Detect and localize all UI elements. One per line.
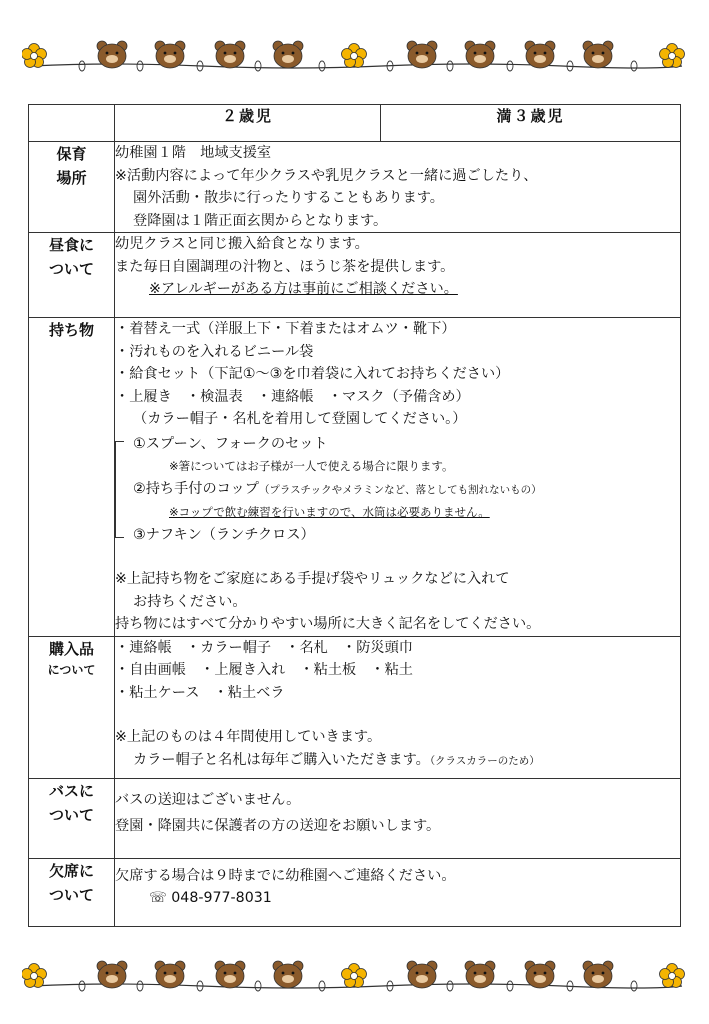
- set-item: ①スプーン、フォークのセット: [133, 435, 328, 452]
- phone-icon: ☏: [149, 890, 172, 906]
- text-line: 登園・降園共に保護者の方の送迎をお願いします。: [115, 817, 441, 834]
- row-label-absence: [29, 858, 115, 926]
- label-line: について: [47, 662, 96, 677]
- list-item: ・給食セット（下記①～③を巾着袋に入れてお持ちください）: [115, 366, 510, 382]
- row-content-lunch: [115, 233, 681, 318]
- set-item: ③ナフキン（ランチクロス）: [133, 526, 315, 543]
- table-row-belongings: [29, 318, 681, 637]
- text-line: お持ちください。: [133, 593, 247, 610]
- table-row-purchase: [29, 636, 681, 778]
- phone-line: [115, 887, 680, 910]
- info-table: [28, 104, 681, 927]
- bracket-decoration: [115, 441, 124, 539]
- list-item: ・連絡帳 ・カラー帽子 ・名札 ・防災頭巾: [115, 639, 413, 656]
- list-item: ・粘土ケース ・粘土ベラ: [115, 684, 285, 701]
- decorative-border-top: [22, 36, 688, 76]
- label-line: 場所: [56, 169, 87, 187]
- label-line: ついて: [48, 885, 94, 904]
- flower-icon: [342, 44, 367, 68]
- allergy-note: ※アレルギーがある方は事前にご相談ください。: [149, 281, 458, 297]
- table-row-lunch: [29, 233, 681, 318]
- text-line: バスの送迎はございません。: [115, 791, 301, 808]
- set-note: ※コップで飲む練習を行いますので、水筒は必要ありません。: [169, 505, 490, 519]
- row-content-location: [115, 142, 681, 233]
- bear-icon: [155, 41, 185, 68]
- table-header-row: [29, 105, 681, 142]
- text-line: 幼児クラスと同じ搬入給食となります。: [115, 236, 369, 252]
- bear-icon: [583, 41, 613, 68]
- text-line: 持ち物にはすべて分かりやすい場所に大きく記名をしてください。: [115, 616, 541, 632]
- bear-icon: [525, 41, 555, 68]
- text-line: 園外活動・散歩に行ったりすることもあります。: [133, 190, 444, 206]
- flower-icon: [22, 44, 47, 68]
- row-content-purchase: [115, 636, 681, 778]
- list-item: ・汚れものを入れるビニール袋: [115, 343, 314, 360]
- lunch-set-group: [115, 433, 680, 547]
- phone-number: 048-977-8031: [171, 890, 272, 906]
- header-age3: 満３歳児: [381, 105, 681, 142]
- row-label-bus: [29, 778, 115, 858]
- bear-icon: [465, 41, 495, 68]
- text-line: [115, 749, 680, 773]
- text-line: ※上記のものは４年間使用していきます。: [115, 729, 382, 745]
- label-line: ついて: [48, 260, 94, 278]
- row-label-purchase: [29, 636, 115, 778]
- label-line: 昼食に: [48, 236, 94, 254]
- label-line: 購入品: [48, 639, 94, 658]
- row-content-belongings: [115, 318, 681, 637]
- label-line: バスに: [48, 781, 94, 800]
- label-line: 欠席に: [48, 861, 94, 880]
- bear-icon: [97, 41, 127, 68]
- decorative-border-bottom: [22, 956, 688, 996]
- bear-icon: [215, 41, 245, 68]
- flower-icon: [660, 44, 685, 68]
- text-line: ※上記持ち物をご家庭にある手提げ袋やリュックなどに入れて: [115, 571, 510, 587]
- set-note: ※箸についてはお子様が一人で使える場合に限ります。: [169, 459, 454, 473]
- row-label-lunch: [29, 233, 115, 318]
- text-line: ※活動内容によって年少クラスや乳児クラスと一緒に過ごしたり、: [115, 167, 538, 184]
- text-line: 登降園は１階正面玄関からとなります。: [133, 212, 388, 229]
- table-row-location: [29, 142, 681, 233]
- text-line: 欠席する場合は９時までに幼稚園へご連絡ください。: [115, 867, 456, 884]
- bear-icon: [407, 41, 437, 68]
- list-item: （カラー帽子・名札を着用して登園してください。）: [133, 411, 467, 427]
- text-line: また毎日自園調理の汁物と、ほうじ茶を提供します。: [115, 258, 455, 275]
- set-note: （プラスチックやメラミンなど、落としても割れないもの）: [258, 483, 542, 496]
- text-span-small: （クラスカラーのため）: [429, 754, 540, 767]
- text-line: 幼稚園１階 地域支援室: [115, 145, 272, 161]
- row-label-location: [29, 142, 115, 233]
- label-line: 保育: [56, 145, 87, 163]
- row-label-belongings: 持ち物: [29, 318, 115, 637]
- row-content-absence: [115, 858, 681, 926]
- header-empty-cell: [29, 105, 115, 142]
- list-item: ・自由画帳 ・上履き入れ ・粘土板 ・粘土: [115, 662, 413, 678]
- list-item: ・着替え一式（洋服上下・下着またはオムツ・靴下）: [115, 321, 456, 337]
- table-row-absence: [29, 858, 681, 926]
- table-row-bus: [29, 778, 681, 858]
- label-line: ついて: [48, 805, 94, 824]
- bear-icon: [273, 41, 303, 68]
- header-age2: ２歳児: [115, 105, 381, 142]
- set-item-text: ②持ち手付のコップ: [133, 480, 259, 497]
- list-item: ・上履き ・検温表 ・連絡帳 ・マスク（予備含め）: [115, 388, 470, 405]
- text-span: カラー帽子と名札は毎年ご購入いただきます。: [133, 751, 430, 768]
- row-content-bus: [115, 778, 681, 858]
- set-item: [133, 478, 680, 502]
